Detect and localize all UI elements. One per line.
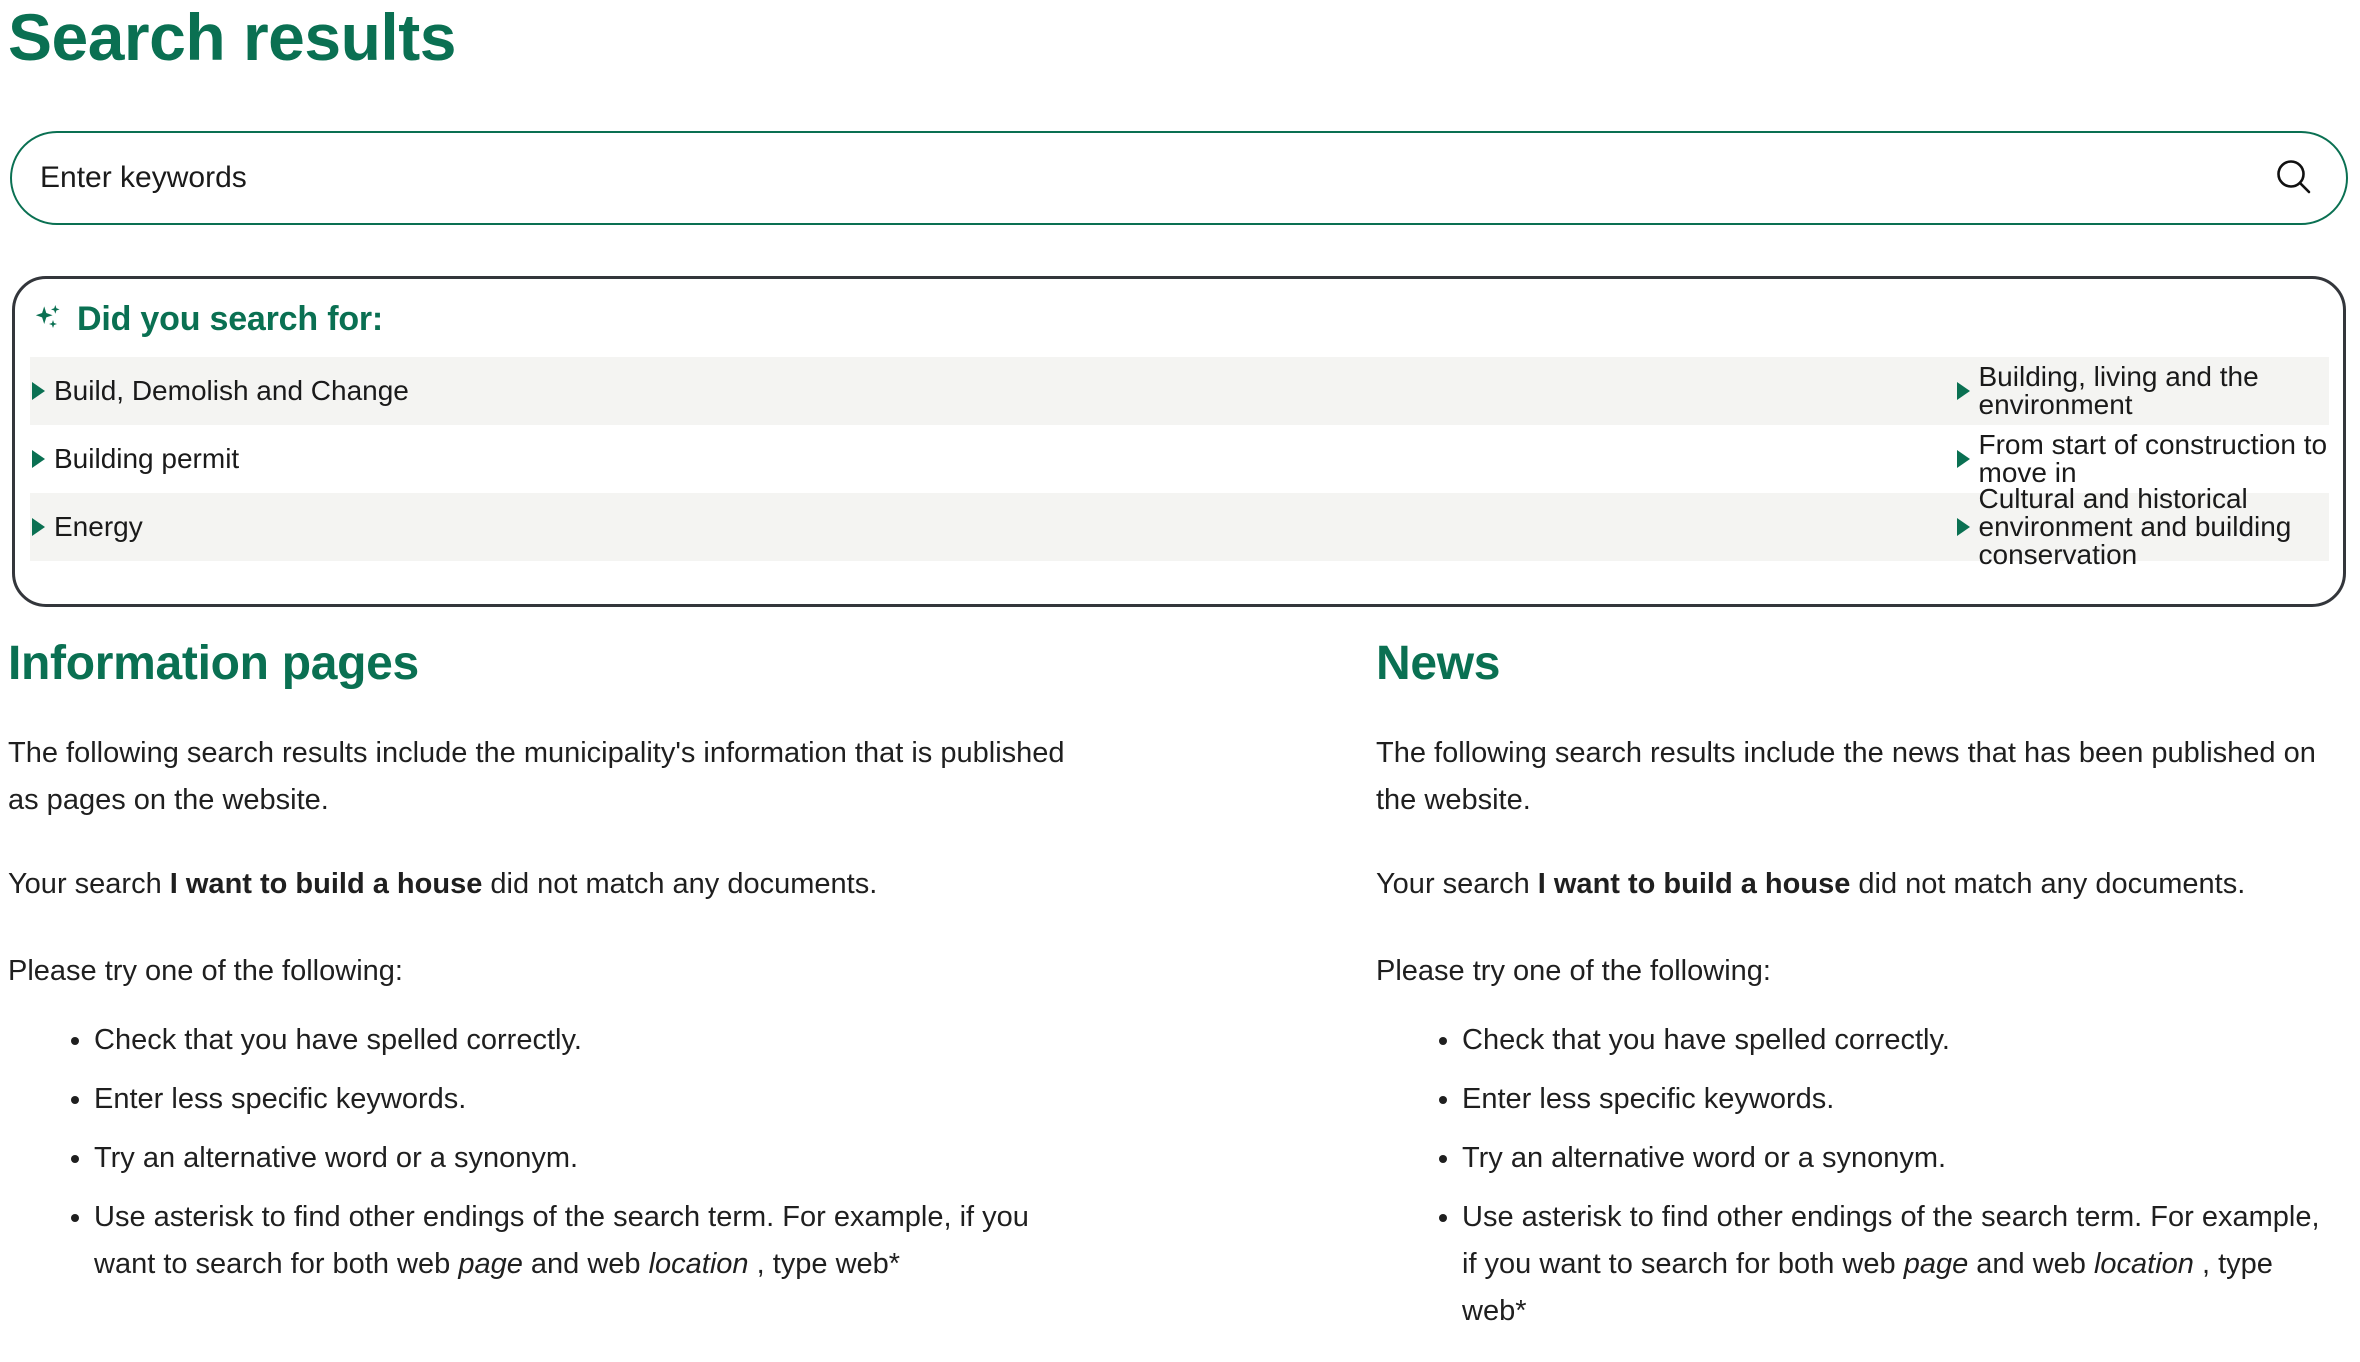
tip-mid: and web [1968, 1247, 2094, 1280]
results-column-news [1180, 637, 2352, 1347]
tip-mid: and web [522, 1247, 649, 1280]
tip-item: • Enter less specific keywords. [94, 1076, 1070, 1123]
suggestions-title: Did you search for: [77, 300, 384, 338]
news-tips [1376, 1017, 2336, 1335]
information-pages-tips [8, 1017, 1070, 1288]
tip-item: • Check that you have spelled correctly. [1462, 1017, 2336, 1064]
suggestions-list [15, 357, 2343, 570]
tip-item: • Check that you have spelled correctly. [94, 1017, 1070, 1064]
no-match-suffix: did not match any documents. [1850, 867, 2246, 900]
tip-item: • Try an alternative word or a synonym. [1462, 1135, 2336, 1182]
no-match-query: I want to build a house [169, 867, 483, 900]
tip-item: • Try an alternative word or a synonym. [94, 1135, 1070, 1182]
no-match-suffix: did not match any documents. [482, 867, 878, 900]
suggestion-label: Build, Demolish and Change [54, 375, 409, 406]
tip-suffix: , type web* [1462, 1247, 2273, 1327]
suggestion-link-from-start-of-construction-to-move-in[interactable] [1180, 431, 2330, 487]
suggestion-link-energy[interactable] [30, 513, 1180, 541]
tip-italic-location: location [2093, 1247, 2194, 1280]
suggestion-label: Cultural and historical environment and building conservation [1978, 483, 2292, 570]
results-columns [0, 637, 2360, 1347]
no-match-prefix: Your search [1376, 867, 1538, 900]
information-pages-intro: The following search results include the municipality's information that is published as pages on the website. [8, 737, 1065, 816]
triangle-right-icon [32, 382, 45, 400]
suggestion-link-cultural-and-historical-environment[interactable] [1180, 485, 2330, 569]
suggestion-label: From start of construction to move in [1978, 429, 2328, 488]
suggestion-row [30, 357, 2329, 425]
tip-item: • Enter less specific keywords. [1462, 1076, 2336, 1123]
no-match-prefix: Your search [8, 867, 170, 900]
no-match-query: I want to build a house [1537, 867, 1851, 900]
tip-prefix: Use asterisk to find other endings of the search term. For example, if you want to search for both web [1462, 1200, 2320, 1280]
section-title-information-pages: Information pages [8, 637, 419, 690]
suggestion-row [30, 483, 2329, 570]
triangle-right-icon [1957, 518, 1970, 536]
suggestion-label: Building permit [54, 443, 240, 474]
triangle-right-icon [32, 518, 45, 536]
suggestion-link-building-living-and-the-environment[interactable] [1180, 363, 2330, 419]
suggestion-link-building-permit[interactable] [30, 445, 1180, 473]
information-pages-try-line: Please try one of the following: [8, 954, 403, 987]
suggestion-link-build-demolish-and-change[interactable] [30, 377, 1180, 405]
search-submit-button[interactable] [2246, 132, 2342, 224]
search-input[interactable] [12, 133, 2246, 223]
tip-italic-page: page [458, 1247, 523, 1280]
information-pages-no-match [8, 861, 1070, 908]
tip-italic-page: page [1903, 1247, 1969, 1280]
news-intro: The following search results include the news that has been published on the website. [1376, 737, 2316, 816]
sparkle-icon [33, 304, 63, 334]
news-try-line: Please try one of the following: [1376, 954, 1771, 987]
search-icon [2272, 156, 2316, 200]
suggestion-label: Building, living and the environment [1978, 361, 2259, 420]
page-title: Search results [8, 0, 456, 74]
search-bar [10, 131, 2348, 225]
tip-suffix: , type web* [748, 1247, 901, 1280]
tip-italic-location: location [648, 1247, 749, 1280]
news-no-match [1376, 861, 2336, 908]
section-title-news: News [1376, 637, 1501, 690]
tip-item [1462, 1194, 2336, 1335]
suggestions-header [15, 279, 2343, 338]
triangle-right-icon [1957, 382, 1970, 400]
triangle-right-icon [32, 450, 45, 468]
suggestion-label: Energy [54, 511, 143, 542]
tip-item [94, 1194, 1070, 1288]
tip-prefix: Use asterisk to find other endings of the search term. For example, if you want to search for both web [94, 1200, 1029, 1280]
did-you-search-for-card [12, 276, 2346, 607]
results-column-information-pages [8, 637, 1180, 1347]
triangle-right-icon [1957, 450, 1970, 468]
